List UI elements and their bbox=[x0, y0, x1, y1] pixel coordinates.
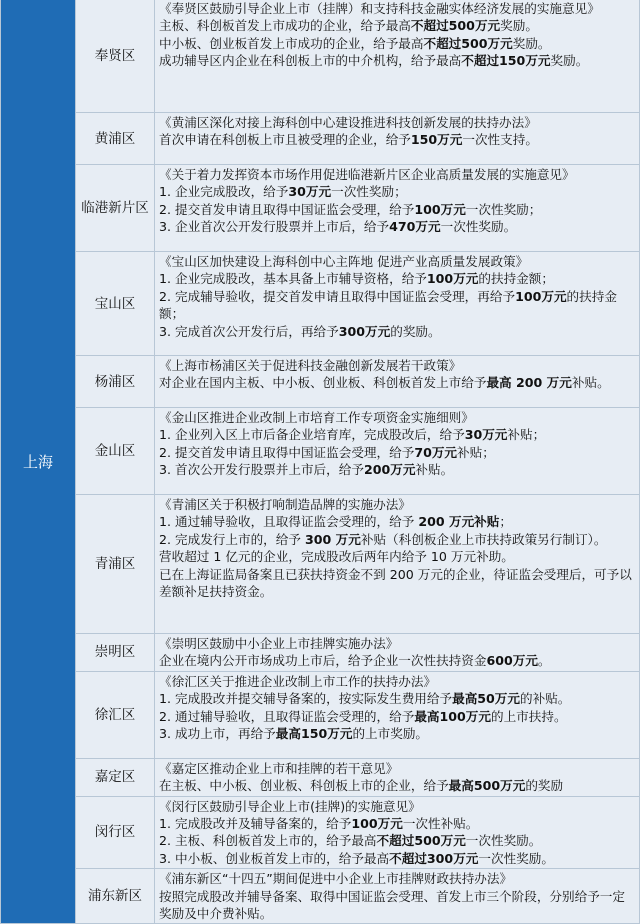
highlight-amount: 不超过500万元 bbox=[376, 833, 466, 849]
district-cell: 临港新片区 bbox=[76, 165, 155, 252]
district-cell: 浦东新区 bbox=[76, 869, 155, 924]
policy-title: 《徐汇区关于推进企业改制上市工作的扶持办法》 bbox=[159, 673, 437, 689]
highlight-amount: 不超过500万元 bbox=[423, 35, 513, 51]
highlight-amount: 30万元 bbox=[464, 427, 508, 443]
policy-title: 《上海市杨浦区关于促进科技金融创新发展若干政策》 bbox=[159, 358, 462, 373]
policy-line: 成功辅导区内企业在科创板上市的中介机构，给予最高不超过150万元奖励。 bbox=[159, 53, 589, 69]
policy-line: 3. 企业首次公开发行股票并上市后，给予470万元一次性奖励。 bbox=[159, 219, 517, 235]
district-cell: 金山区 bbox=[76, 408, 155, 495]
highlight-amount: 最高100万元 bbox=[414, 708, 491, 724]
policy-line: 2. 完成辅导验收，提交首发申请且取得中国证监会受理，再给予100万元的扶持金额； bbox=[159, 288, 617, 322]
policy-row bbox=[1, 671, 640, 758]
policy-line: 在主板、中小板、创业板、科创板上市的企业，给予最高500万元的奖励 bbox=[159, 778, 564, 794]
policy-line: 2. 主板、科创板首发上市的，给予最高不超过500万元一次性奖励。 bbox=[159, 833, 542, 849]
policy-line: 1. 企业完成股改，基本具备上市辅导资格，给予100万元的扶持金额； bbox=[159, 271, 554, 287]
highlight-amount: 不超过300万元 bbox=[389, 850, 479, 866]
district-cell: 嘉定区 bbox=[76, 758, 155, 796]
policy-line: 3. 完成首次公开发行后，再给予300万元的奖励。 bbox=[159, 323, 441, 339]
policy-line: 已在上海证监局备案且已获扶持资金不到 200 万元的企业，待证监会受理后，可予以差额补足扶持资金。 bbox=[159, 566, 632, 600]
policy-cell bbox=[155, 495, 640, 634]
highlight-amount: 100万元 bbox=[414, 201, 466, 217]
policy-cell bbox=[155, 671, 640, 758]
policy-line: 2. 提交首发申请且取得中国证监会受理，给予100万元一次性奖励； bbox=[159, 201, 542, 217]
highlight-amount: 300 万元 bbox=[304, 531, 361, 547]
highlight-amount: 最高 200 万元 bbox=[486, 375, 572, 391]
district-cell: 奉贤区 bbox=[76, 0, 155, 113]
district-cell: 宝山区 bbox=[76, 252, 155, 356]
policy-cell bbox=[155, 0, 640, 113]
policy-line: 中小板、创业板首发上市成功的企业，给予最高不超过500万元奖励。 bbox=[159, 35, 551, 51]
policy-row bbox=[1, 869, 640, 924]
policy-line: 3. 首次公开发行股票并上市后，给予200万元补贴。 bbox=[159, 462, 454, 478]
district-cell: 崇明区 bbox=[76, 634, 155, 672]
policy-line: 营收超过 1 亿元的企业，完成股改后两年内给予 10 万元补助。 bbox=[159, 549, 514, 565]
highlight-amount: 100万元 bbox=[426, 271, 479, 287]
policy-line: 3. 中小板、创业板首发上市的，给予最高不超过300万元一次性奖励。 bbox=[159, 850, 554, 866]
policy-cell bbox=[155, 796, 640, 869]
policy-cell bbox=[155, 113, 640, 165]
city-cell: 上海 bbox=[1, 0, 76, 924]
policy-line: 首次申请在科创板上市且被受理的企业，给予150万元一次性支持。 bbox=[159, 132, 538, 148]
highlight-amount: 不超过150万元 bbox=[461, 53, 551, 69]
policy-title: 《宝山区加快建设上海科创中心主阵地 促进产业高质量发展政策》 bbox=[159, 254, 529, 269]
policy-line: 企业在境内公开市场成功上市后，给予企业一次性扶持资金600万元。 bbox=[159, 653, 551, 669]
policy-title: 《崇明区鼓励中小企业上市挂牌实施办法》 bbox=[159, 636, 399, 651]
highlight-amount: 600万元 bbox=[486, 653, 538, 669]
policy-title: 《闵行区鼓励引导企业上市(挂牌)的实施意见》 bbox=[159, 798, 421, 814]
highlight-amount: 150万元 bbox=[410, 132, 463, 148]
highlight-amount: 200万元 bbox=[363, 462, 416, 478]
policy-row bbox=[1, 796, 640, 869]
district-cell: 杨浦区 bbox=[76, 356, 155, 408]
policy-row bbox=[1, 252, 640, 356]
district-cell: 闵行区 bbox=[76, 796, 155, 869]
policy-line: 1. 完成股改并提交辅导备案的，按实际发生费用给予最高50万元的补贴。 bbox=[159, 691, 571, 707]
policy-line: 2. 提交首发申请且取得中国证监会受理，给予70万元补贴； bbox=[159, 444, 495, 460]
policy-line: 主板、科创板首发上市成功的企业，给予最高不超过500万元奖励。 bbox=[159, 18, 538, 34]
policy-cell bbox=[155, 165, 640, 252]
policy-row bbox=[1, 356, 640, 408]
highlight-amount: 200 万元补贴 bbox=[418, 514, 500, 530]
policy-cell bbox=[155, 758, 640, 796]
highlight-amount: 最高50万元 bbox=[452, 691, 520, 707]
policy-title: 《黄浦区深化对接上海科创中心建设推进科技创新发展的扶持办法》 bbox=[159, 115, 537, 130]
policy-line: 2. 完成发行上市的，给予 300 万元补贴（科创板企业上市扶持政策另行制订）。 bbox=[159, 531, 607, 547]
policy-cell bbox=[155, 252, 640, 356]
policy-row bbox=[1, 408, 640, 495]
district-cell: 徐汇区 bbox=[76, 671, 155, 758]
highlight-amount: 最高500万元 bbox=[448, 778, 526, 794]
policy-title: 《关于着力发挥资本市场作用促进临港新片区企业高质量发展的实施意见》 bbox=[159, 167, 575, 182]
highlight-amount: 70万元 bbox=[414, 444, 458, 460]
highlight-amount: 最高150万元 bbox=[275, 726, 353, 742]
policy-line: 1. 完成股改并及辅导备案的，给予100万元一次性补贴。 bbox=[159, 816, 479, 832]
policy-cell bbox=[155, 408, 640, 495]
policy-table-body bbox=[1, 0, 640, 924]
policy-row bbox=[1, 113, 640, 165]
policy-line: 对企业在国内主板、中小板、创业板、科创板首发上市给予最高 200 万元补贴。 bbox=[159, 375, 610, 391]
policy-line: 1. 企业列入区上市后备企业培育库，完成股改后，给予30万元补贴； bbox=[159, 427, 546, 443]
highlight-amount: 30万元 bbox=[288, 184, 332, 200]
highlight-amount: 不超过500万元 bbox=[410, 18, 501, 34]
district-cell: 青浦区 bbox=[76, 495, 155, 634]
highlight-amount: 100万元 bbox=[515, 288, 567, 304]
policy-row bbox=[1, 165, 640, 252]
district-cell: 黄浦区 bbox=[76, 113, 155, 165]
policy-title: 《浦东新区“十四五”期间促进中小企业上市挂牌财政扶持办法》 bbox=[159, 871, 513, 887]
policy-row bbox=[1, 634, 640, 672]
highlight-amount: 300万元 bbox=[338, 323, 391, 339]
policy-title: 《奉贤区鼓励引导企业上市（挂牌）和支持科技金融实体经济发展的实施意见》 bbox=[159, 1, 600, 16]
policy-line: 1. 企业完成股改，给予30万元一次性奖励； bbox=[159, 184, 407, 200]
policy-title: 《青浦区关于积极打响制造品牌的实施办法》 bbox=[159, 497, 411, 512]
policy-line: 按照完成股改并辅导备案、取得中国证监会受理、首发上市三个阶段，分别给予一定奖励及中介费补贴。 bbox=[159, 888, 625, 922]
policy-cell bbox=[155, 634, 640, 672]
highlight-amount: 470万元 bbox=[389, 219, 441, 235]
policy-row bbox=[1, 758, 640, 796]
policy-cell bbox=[155, 356, 640, 408]
policy-row bbox=[1, 495, 640, 634]
policy-line: 3. 成功上市，再给予最高150万元的上市奖励。 bbox=[159, 726, 429, 742]
highlight-amount: 100万元 bbox=[351, 816, 403, 832]
policy-line: 2. 通过辅导验收，且取得证监会受理的，给予最高100万元的上市扶持。 bbox=[159, 708, 567, 724]
policy-row bbox=[1, 0, 640, 113]
policy-title: 《嘉定区推动企业上市和挂牌的若干意见》 bbox=[159, 760, 399, 776]
policy-cell bbox=[155, 869, 640, 924]
policy-line: 1. 通过辅导验收，且取得证监会受理的，给予 200 万元补贴； bbox=[159, 514, 512, 530]
policy-title: 《金山区推进企业改制上市培育工作专项资金实施细则》 bbox=[159, 410, 474, 425]
